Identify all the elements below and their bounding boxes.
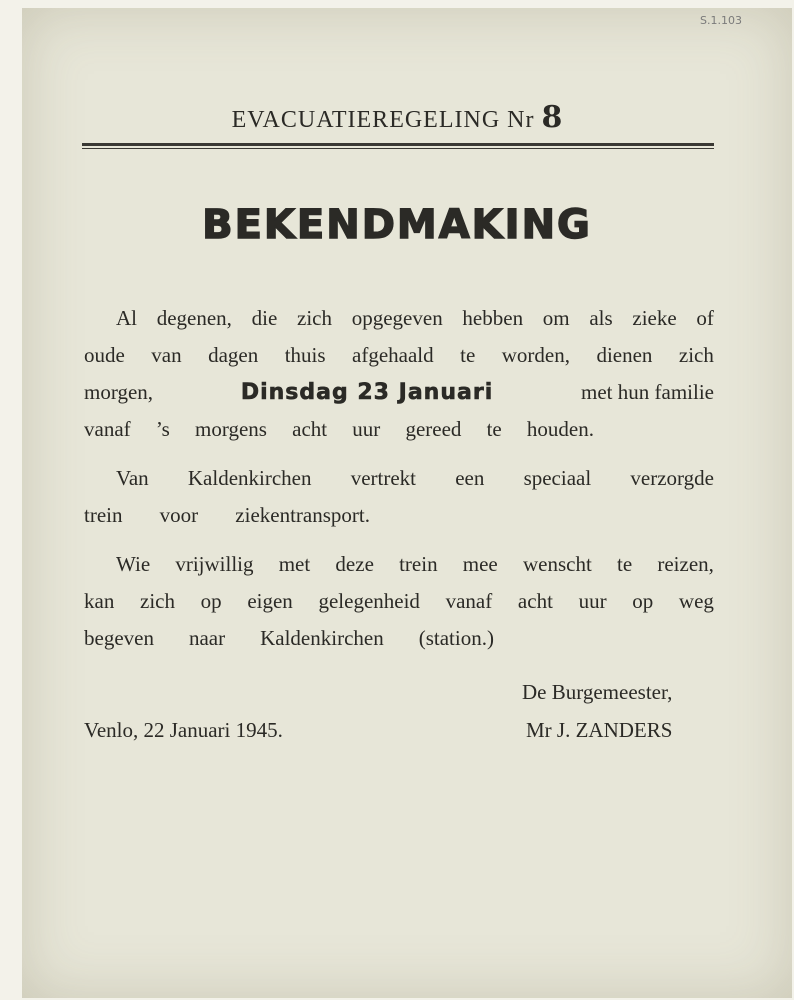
word: begeven bbox=[84, 626, 154, 650]
paragraph3-line1 bbox=[116, 552, 714, 577]
word: reizen, bbox=[657, 552, 714, 576]
word: zich bbox=[297, 306, 333, 330]
archive-mark: S.1.103 bbox=[700, 14, 742, 27]
word: van bbox=[151, 343, 182, 367]
word: als bbox=[589, 306, 613, 330]
paragraph3-line3 bbox=[84, 626, 494, 651]
word: of bbox=[696, 306, 714, 330]
paragraph1-line4 bbox=[84, 417, 594, 442]
word: op bbox=[632, 589, 654, 613]
word: te bbox=[460, 343, 476, 367]
word: die bbox=[251, 306, 278, 330]
signature-role: De Burgemeester, bbox=[522, 680, 673, 704]
word: Al bbox=[116, 306, 137, 330]
paragraph1-line1 bbox=[116, 306, 714, 331]
paragraph1-line3 bbox=[84, 380, 714, 405]
header-number: 8 bbox=[541, 100, 563, 135]
word: ’s bbox=[155, 417, 170, 441]
paragraph1-line3-before: morgen, bbox=[84, 380, 154, 404]
place-date: Venlo, 22 Januari 1945. bbox=[84, 718, 283, 742]
word: te bbox=[486, 417, 502, 441]
word: zieke bbox=[632, 306, 677, 330]
word: afgehaald bbox=[352, 343, 434, 367]
word: vanaf bbox=[445, 589, 493, 613]
word: verzorgde bbox=[630, 466, 714, 490]
word: opgegeven bbox=[351, 306, 443, 330]
word: weg bbox=[678, 589, 714, 613]
word: kan bbox=[84, 589, 115, 613]
word: wenscht bbox=[522, 552, 592, 576]
word: vrijwillig bbox=[175, 552, 254, 576]
paragraph2-line1 bbox=[116, 466, 714, 491]
word: Wie bbox=[116, 552, 151, 576]
word: een bbox=[455, 466, 485, 490]
main-title: BEKENDMAKING bbox=[202, 202, 592, 248]
word: houden. bbox=[526, 417, 594, 441]
paragraph1-line2 bbox=[84, 343, 714, 368]
word: worden, bbox=[501, 343, 570, 367]
word: op bbox=[200, 589, 222, 613]
word: mee bbox=[462, 552, 498, 576]
word: hebben bbox=[462, 306, 524, 330]
header-rule-thin bbox=[82, 148, 714, 149]
signature-name: Mr J. ZANDERS bbox=[526, 718, 673, 742]
word: (station.) bbox=[418, 626, 494, 650]
word: Kaldenkirchen bbox=[260, 626, 384, 650]
word: vanaf bbox=[84, 417, 131, 441]
paragraph3-line2 bbox=[84, 589, 714, 614]
word: uur bbox=[352, 417, 381, 441]
word: speciaal bbox=[523, 466, 592, 490]
word: zich bbox=[678, 343, 714, 367]
word: zich bbox=[140, 589, 175, 613]
word: voor bbox=[159, 503, 199, 527]
word: trein bbox=[399, 552, 438, 576]
word: gereed bbox=[405, 417, 462, 441]
word: vertrekt bbox=[350, 466, 416, 490]
word: om bbox=[542, 306, 570, 330]
word: Kaldenkirchen bbox=[187, 466, 312, 490]
header-title bbox=[0, 100, 794, 135]
word: naar bbox=[188, 626, 226, 650]
word: te bbox=[617, 552, 633, 576]
word: eigen bbox=[247, 589, 293, 613]
word: morgens bbox=[195, 417, 267, 441]
word: deze bbox=[335, 552, 374, 576]
header-title-text: EVACUATIEREGELING Nr bbox=[231, 107, 535, 133]
word: acht bbox=[292, 417, 328, 441]
word: Van bbox=[116, 466, 149, 490]
word: trein bbox=[84, 503, 123, 527]
word: ziekentransport. bbox=[235, 503, 370, 527]
word: gelegenheid bbox=[318, 589, 420, 613]
paragraph1-line3-after: met hun familie bbox=[581, 380, 714, 404]
word: met bbox=[278, 552, 311, 576]
date-highlight: Dinsdag 23 Januari bbox=[240, 380, 494, 405]
header-rule-thick bbox=[82, 143, 714, 146]
word: dagen bbox=[208, 343, 259, 367]
word: oude bbox=[84, 343, 125, 367]
word: thuis bbox=[284, 343, 326, 367]
word: degenen, bbox=[156, 306, 232, 330]
word: dienen bbox=[596, 343, 653, 367]
word: uur bbox=[578, 589, 607, 613]
word: acht bbox=[517, 589, 553, 613]
paragraph2-line2 bbox=[84, 503, 370, 528]
